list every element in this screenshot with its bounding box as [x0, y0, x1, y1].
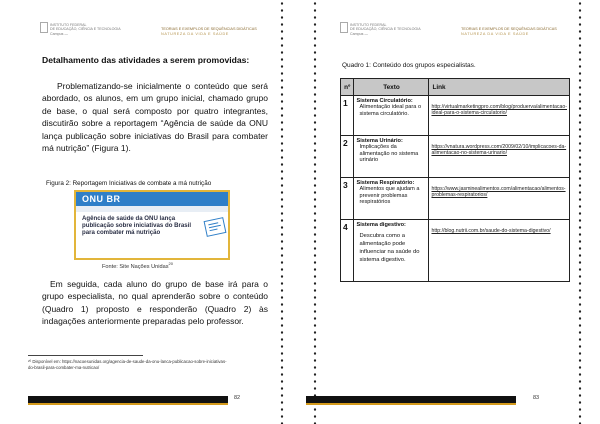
newspaper-icon [204, 217, 227, 237]
news-headline: Agência de saúde da ONU lança publicação sobre iniciativas do Brasil para combater má nutrição [82, 215, 192, 237]
left-footer-bar [28, 396, 228, 405]
onu-logo: ONU BR [82, 194, 121, 204]
figure-caption: Figura 2: Reportagem Iniciativas de combate a má nutrição [46, 180, 212, 187]
row-link[interactable]: http://blog.nutrii.com.br/saude-do-sistema-digestivo/ [429, 220, 570, 282]
page-number: 82 [234, 395, 241, 401]
table-row [341, 220, 570, 282]
row-text [354, 220, 429, 282]
institute-logo [40, 22, 48, 33]
institute-logo [340, 22, 348, 33]
news-figure [74, 190, 230, 260]
col-link: Link [429, 79, 570, 96]
row-number: 2 [341, 136, 354, 178]
site-nav-strip [76, 206, 228, 212]
specialist-groups-table [340, 78, 570, 282]
right-footer-bar [306, 396, 516, 405]
section-heading: Detalhamento das atividades a serem promovidas: [42, 55, 250, 65]
row-link[interactable]: http://virtualmarketingpro.com/blog/produerva/alimentacao-ideal-para-o-sistema-circulatorio/ [429, 96, 570, 136]
row-description: Alimentos que ajudam a prevenir problemas respiratórios [359, 186, 420, 206]
row-text [354, 178, 429, 220]
footnote-divider [28, 355, 143, 356]
right-page [320, 0, 582, 424]
left-page [0, 0, 285, 424]
left-page-edge [280, 0, 284, 424]
row-number: 1 [341, 96, 354, 136]
header-series-title: TEORIAS E EXEMPLOS DE SEQUÊNCIAS DIDÁTICAS NATUREZA DA VIDA E SAÚDE [161, 27, 257, 36]
row-link[interactable]: https://vnatura.wordpress.com/2009/02/10/implicacoes-da-alimentacao-no-sistema-urinario/ [429, 136, 570, 178]
row-title: Sistema Urinário: [356, 138, 403, 144]
page-number: 83 [533, 395, 540, 401]
header-series-title: TEORIAS E EXEMPLOS DE SEQUÊNCIAS DIDÁTICAS NATUREZA DA VIDA E SAÚDE [461, 27, 557, 36]
row-description: Descubra como a alimentação pode influenciar na saúde do sistema digestivo. [359, 233, 420, 263]
col-text: Texto [354, 79, 429, 96]
footnote: ²⁰ Disponível em: https://nacoesunidas.org/agencia-de-saude-da-onu-lanca-publicacao-sobre-iniciativas-do-brasil-para-combater-ma-nutricao/ [28, 359, 227, 370]
row-link[interactable]: https://www.jasminealimentos.com/alimentacao/alimentos-problemas-respiratorios/ [429, 178, 570, 220]
right-page-edge [578, 0, 582, 424]
table-row [341, 136, 570, 178]
row-number: 3 [341, 178, 354, 220]
figure-source: Fonte: Site Nações Unidas$^{20}$ [102, 261, 173, 270]
row-text [354, 96, 429, 136]
row-number: 4 [341, 220, 354, 282]
row-title: Sistema Respiratório: [356, 180, 415, 186]
followup-paragraph: Em seguida, cada aluno do grupo de base irá para o grupo especialista, no qual aprenderão sobre o conteúdo (Quadro 1) proposto e responderão (Quadro 2) às indagações anteriormente preparadas pelo professor. [42, 279, 268, 327]
quadro-title: Quadro 1: Conteúdo dos grupos especialistas. [342, 62, 476, 69]
row-title: Sistema Circulatório: [356, 98, 413, 104]
table-row [341, 96, 570, 136]
table-header-row [341, 79, 570, 96]
intro-paragraph: Problematizando-se inicialmente o conteúdo que será abordado, os alunos, em um grupo inicial, chamado grupo de base, o qual será composto por quatro integrantes, discutirão sobre a reportagem “Agência de saúde da ONU lança publicação sobre iniciativas do Brasil para combater má nutrição” (Figura 1). [42, 81, 268, 154]
row-title: Sistema digestivo: [356, 222, 406, 228]
row-description: Implicações da alimentação no sistema urinário [359, 144, 419, 164]
row-text [354, 136, 429, 178]
row-description: Alimentação ideal para o sistema circulatório. [359, 104, 422, 117]
table-row [341, 178, 570, 220]
header-institute: INSTITUTO FEDERAL DE EDUCAÇÃO, CIÊNCIA E TECNOLOGIA Campus — [50, 23, 121, 36]
right-page-edge-left [313, 0, 317, 424]
header-institute: INSTITUTO FEDERAL DE EDUCAÇÃO, CIÊNCIA E TECNOLOGIA Campus — [350, 23, 421, 36]
col-number: nº [341, 79, 354, 96]
